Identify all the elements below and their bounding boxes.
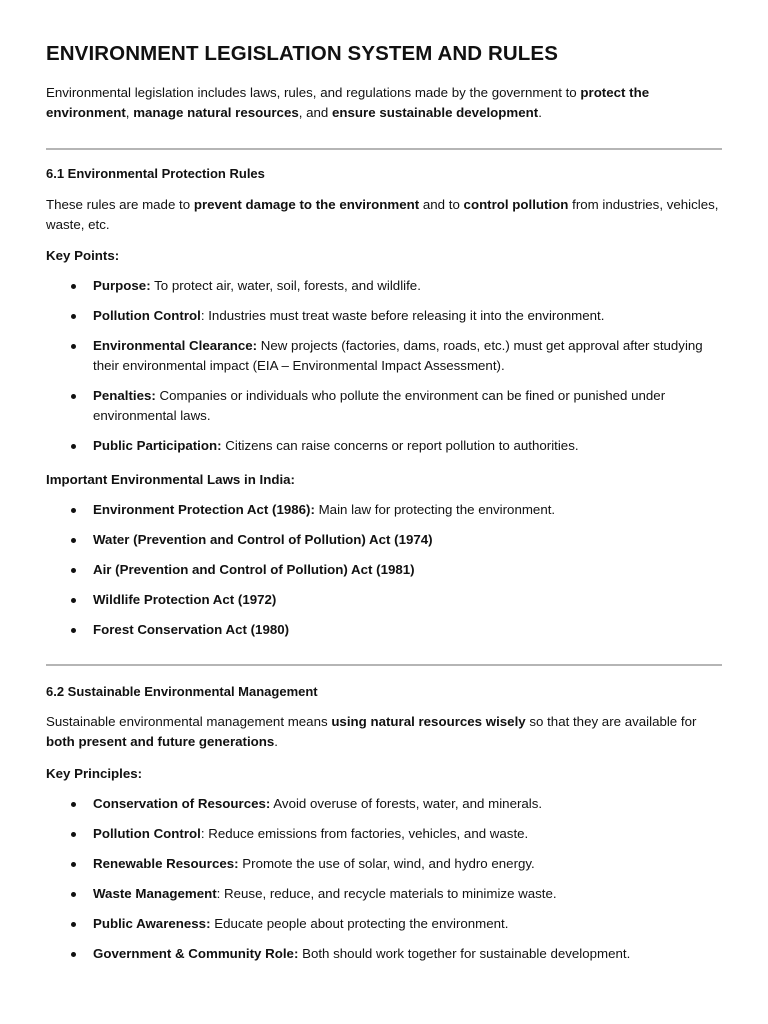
laws-label: Important Environmental Laws in India: [46, 472, 295, 487]
list-item-term: Public Awareness: [93, 916, 211, 931]
section-title: 6.2 Sustainable Environmental Management [46, 684, 318, 699]
key-points-list [46, 276, 722, 456]
intro-bold-2: manage natural resources [133, 105, 299, 120]
list-item-term: Environment Protection Act (1986): [93, 502, 315, 517]
intro-text-1: Environmental legislation includes laws, rules, and regulations made by the government to [46, 85, 581, 100]
list-item [46, 276, 722, 296]
list-item [46, 500, 722, 520]
list-item [46, 386, 722, 426]
para-bold-2: both present and future generations [46, 734, 275, 749]
section-paragraph [46, 195, 722, 235]
list-item-text: Both should work together for sustainable development. [298, 946, 631, 961]
intro-text-3: , and [298, 105, 333, 120]
para-text-3: . [274, 734, 278, 749]
para-text-3: from industries, vehicles, waste, etc. [46, 197, 719, 232]
list-item [46, 560, 722, 580]
list-item-text: Avoid overuse of forests, water, and minerals. [270, 796, 543, 811]
laws-list [46, 500, 722, 640]
list-item-text: : Reduce emissions from factories, vehicles, and waste. [200, 826, 529, 841]
section-title: 6.1 Environmental Protection Rules [46, 166, 265, 181]
divider [46, 664, 722, 666]
list-item-text: To protect air, water, soil, forests, and wildlife. [150, 278, 421, 293]
list-item [46, 914, 722, 934]
intro-bold-3: ensure sustainable development [332, 105, 539, 120]
para-bold-1: prevent damage to the environment [193, 197, 420, 212]
list-item-text: Educate people about protecting the environment. [210, 916, 509, 931]
list-item-term: Public Participation: [93, 438, 222, 453]
list-item-term: Purpose: [93, 278, 151, 293]
list-item-term: Wildlife Protection Act (1972) [93, 592, 277, 607]
principles-list [46, 794, 722, 964]
list-item-term: Environmental Clearance: [93, 338, 258, 353]
list-item-text: New projects (factories, dams, roads, etc.) must get approval after studying their environmental impact (EIA – Environmental Impact Assessment). [93, 338, 703, 373]
list-item-term: Water (Prevention and Control of Pollution) Act (1974) [93, 532, 433, 547]
divider [46, 148, 722, 150]
list-item [46, 824, 722, 844]
para-bold-1: using natural resources wisely [331, 714, 526, 729]
list-item-text: Main law for protecting the environment. [314, 502, 556, 517]
para-text-1: These rules are made to [46, 197, 194, 212]
list-item [46, 620, 722, 640]
list-item-term: Waste Management [93, 886, 217, 901]
list-item-term: Renewable Resources: [93, 856, 239, 871]
list-item-term: Forest Conservation Act (1980) [93, 622, 290, 637]
section-paragraph [46, 712, 722, 752]
list-item-text: Promote the use of solar, wind, and hydro energy. [238, 856, 535, 871]
list-item [46, 884, 722, 904]
para-text-2: so that they are available for [525, 714, 697, 729]
list-item [46, 436, 722, 456]
list-item-term: Penalties: [93, 388, 156, 403]
intro-bold-1: protect the environment [46, 85, 650, 120]
para-bold-2: control pollution [463, 197, 569, 212]
para-text-2: and to [419, 197, 464, 212]
list-item-text: : Reuse, reduce, and recycle materials to minimize waste. [216, 886, 557, 901]
intro-text-4: . [538, 105, 542, 120]
list-item [46, 944, 722, 964]
intro-paragraph [46, 83, 722, 123]
principles-label: Key Principles: [46, 766, 143, 781]
list-item-text: Citizens can raise concerns or report pollution to authorities. [221, 438, 579, 453]
list-item-term: Pollution Control [93, 826, 201, 841]
list-item-term: Pollution Control [93, 308, 201, 323]
list-item-term: Conservation of Resources: [93, 796, 271, 811]
list-item [46, 530, 722, 550]
list-item-term: Government & Community Role: [93, 946, 299, 961]
list-item [46, 854, 722, 874]
page-title: ENVIRONMENT LEGISLATION SYSTEM AND RULES [46, 42, 558, 65]
list-item [46, 306, 722, 326]
para-text-1: Sustainable environmental management means [46, 714, 332, 729]
list-item-term: Air (Prevention and Control of Pollution) Act (1981) [93, 562, 415, 577]
key-points-label: Key Points: [46, 248, 120, 263]
list-item [46, 336, 722, 376]
list-item-text: : Industries must treat waste before releasing it into the environment. [200, 308, 605, 323]
list-item [46, 794, 722, 814]
list-item [46, 590, 722, 610]
list-item-text: Companies or individuals who pollute the environment can be fined or punished under environmental laws. [93, 388, 666, 423]
intro-text-2: , [125, 105, 134, 120]
